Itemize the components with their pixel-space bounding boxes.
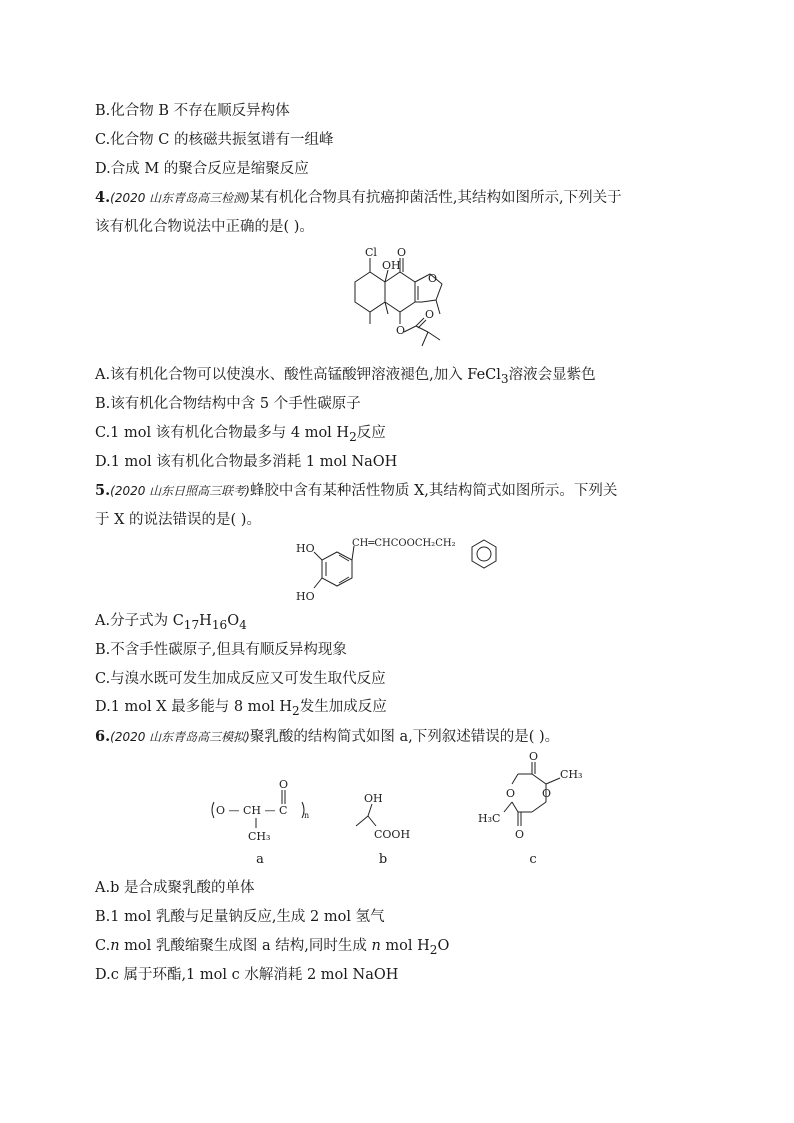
q4-stem-text: 某有机化合物具有抗癌抑菌活性,其结构如图所示,下列关于: [249, 190, 622, 206]
q4-stem-line2: 该有机化合物说法中正确的是( )。: [95, 219, 314, 235]
q4-ketone-o-label: O: [397, 246, 407, 259]
q6b-cooh-label: COOH: [374, 828, 411, 841]
q5-ho-bottom-label: HO: [296, 590, 315, 603]
q4-option-c: C.1 mol 该有机化合物最多与 4 mol $H_2$反应: [95, 425, 386, 444]
q6-caption-c: c: [529, 852, 537, 867]
q4-oh-label: OH: [382, 259, 401, 272]
q5-number: 5.: [95, 482, 111, 499]
q4-molecule-svg: [330, 244, 480, 362]
q6c-o-bottom-label: O: [515, 828, 525, 841]
q6-number: 6.: [95, 728, 111, 745]
q6-figure-c: [472, 750, 592, 846]
q6a-ch3-label: CH₃: [248, 830, 271, 843]
q6-figure-b: [350, 790, 430, 846]
q6-lactic-acid-svg: [350, 790, 430, 846]
q5-molecule-svg: [292, 532, 512, 606]
q3-option-c: C.化合物 C 的核磁共振氢谱有一组峰: [95, 132, 334, 148]
q4-cl-label: Cl: [365, 246, 377, 259]
q4-source: (2020 山东青岛高三检测): [110, 191, 250, 205]
q6-option-b: B.1 mol 乳酸与足量钠反应,生成 2 mol 氢气: [95, 909, 385, 925]
q6-stem: [95, 727, 559, 747]
q6-caption-b: b: [378, 852, 388, 867]
q4-furan-o-label: O: [428, 272, 438, 285]
q4-option-b: B.该有机化合物结构中含 5 个手性碳原子: [95, 396, 361, 412]
q5-stem-line1: [95, 481, 617, 501]
q4-number: 4.: [95, 189, 111, 206]
q5-chain-label: CH═CHCOOCH₂CH₂: [352, 538, 456, 549]
q4-structure-figure: [330, 244, 480, 362]
q3-option-d: D.合成 M 的聚合反应是缩聚反应: [95, 161, 309, 177]
q6-option-d: D.c 属于环酯,1 mol c 水解消耗 2 mol NaOH: [95, 967, 399, 983]
q5-structure-figure: [292, 532, 512, 606]
q5-option-b: B.不含手性碳原子,但具有顺反异构现象: [95, 642, 347, 658]
q5-option-a: A.分子式为 $C_{17}H_{16}O_4$: [95, 613, 247, 632]
q6a-chain-label: O — CH — C: [216, 804, 288, 817]
q4-carbonyl-o-label: O: [425, 308, 435, 321]
q6a-o-label: O: [279, 778, 289, 791]
q6-lactide-svg: [472, 750, 592, 846]
q5-option-d: D.1 mol X 最多能与 8 mol $H_2$发生加成反应: [95, 699, 387, 718]
q6c-o-right-label: O: [542, 787, 552, 800]
q5-option-c: C.与溴水既可发生加成反应又可发生取代反应: [95, 671, 386, 687]
q3-option-b: B.化合物 B 不存在顺反异构体: [95, 103, 290, 119]
q6-source: (2020 山东青岛高三模拟): [110, 730, 250, 744]
q6c-o-top-label: O: [529, 750, 539, 763]
q6-option-a: A.b 是合成聚乳酸的单体: [95, 880, 255, 896]
q4-option-a: A.该有机化合物可以使溴水、酸性高锰酸钾溶液褪色,加入 FeCl$_3$溶液会显紫色: [95, 367, 596, 386]
q4-option-d: D.1 mol 该有机化合物最多消耗 1 mol NaOH: [95, 454, 398, 470]
q5-stem-line2: 于 X 的说法错误的是( )。: [95, 512, 261, 528]
q5-ho-top-label: HO: [296, 542, 315, 555]
q6a-n-label: n: [304, 811, 310, 820]
q4-stem-line1: [95, 188, 622, 208]
q6-stem-text: 聚乳酸的结构简式如图 a,下列叙述错误的是( )。: [249, 729, 560, 745]
q6c-o-left-label: O: [506, 787, 516, 800]
q6b-oh-label: OH: [364, 792, 383, 805]
q5-source: (2020 山东日照高三联考): [110, 484, 250, 498]
q6c-h3c-label: H₃C: [478, 812, 501, 825]
q6-option-c: C.n mol 乳酸缩聚生成图 a 结构,同时生成 n mol $H_2O$: [95, 938, 450, 957]
q6-figure-a: [208, 774, 318, 844]
q6c-ch3-label: CH₃: [560, 768, 583, 781]
q4-ester-o-label: O: [396, 324, 406, 337]
q6-polylactic-svg: [208, 774, 318, 844]
q5-stem-text: 蜂胶中含有某种活性物质 X,其结构简式如图所示。下列关: [249, 483, 618, 499]
q6-caption-a: a: [256, 852, 264, 867]
